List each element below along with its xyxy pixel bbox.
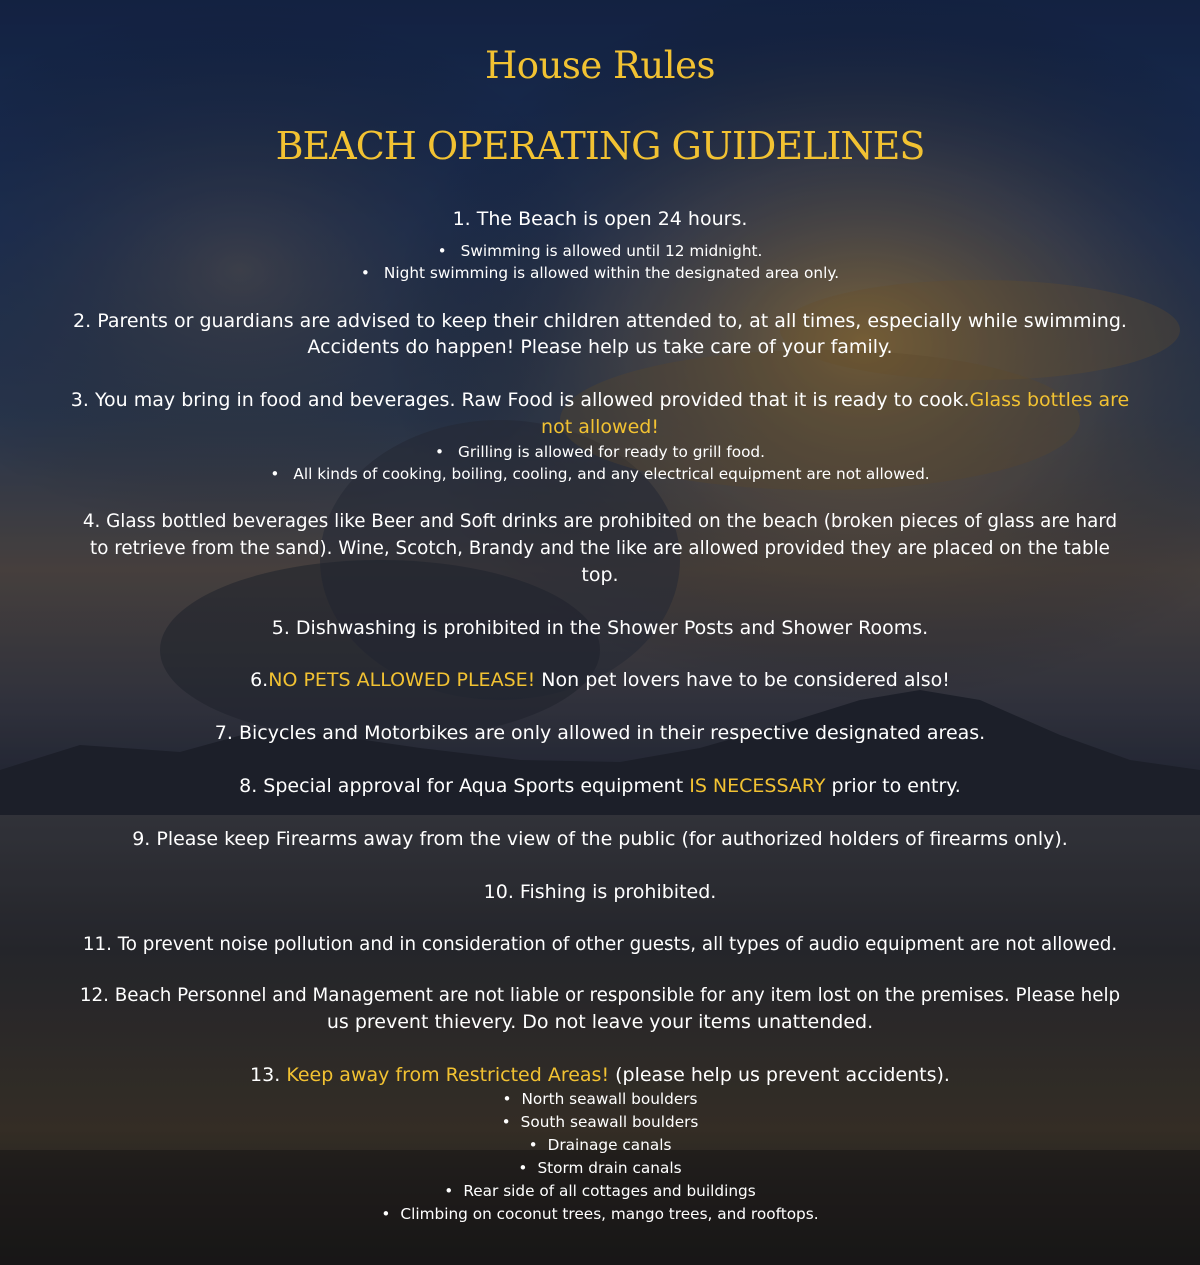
rule-2-line-2: Accidents do happen! Please help us take care of your family.	[307, 336, 893, 358]
rule-3-bullet-2: • All kinds of cooking, boiling, cooling, and any electrical equipment are not allowed.	[0, 465, 1200, 483]
rule-6	[0, 669, 1200, 691]
rule-12-line-2: us prevent thievery. Do not leave your items unattended.	[326, 1011, 874, 1033]
rule-8-prefix: 8. Special approval for Aqua Sports equipment	[239, 775, 690, 797]
rule-3-highlight-b: not allowed!	[541, 416, 659, 438]
rule-13-bullet-1: • North seawall boulders	[0, 1090, 1200, 1108]
rule-6-prefix: 6.	[250, 669, 269, 691]
rule-10: 10. Fishing is prohibited.	[483, 881, 717, 903]
rule-13-bullet-6: • Climbing on coconut trees, mango trees, and rooftops.	[0, 1205, 1200, 1223]
rule-13-bullet-3: • Drainage canals	[0, 1136, 1200, 1154]
rule-12-line-1: 12. Beach Personnel and Management are not liable or responsible for any item lost on the premises. Please help	[79, 985, 1121, 1006]
rule-13-bullet-4: • Storm drain canals	[0, 1159, 1200, 1177]
rule-1-bullet-2: • Night swimming is allowed within the designated area only.	[0, 264, 1200, 282]
rule-13-suffix: (please help us prevent accidents).	[609, 1064, 950, 1086]
rule-7: 7. Bicycles and Motorbikes are only allowed in their respective designated areas.	[214, 722, 986, 744]
rule-9: 9. Please keep Firearms away from the view of the public (for authorized holders of firearms only).	[132, 828, 1068, 850]
rule-8	[0, 775, 1200, 797]
rule-6-suffix: Non pet lovers have to be considered also!	[535, 669, 950, 691]
rule-1: 1. The Beach is open 24 hours.	[452, 208, 748, 230]
rule-3-line-1	[0, 389, 1200, 411]
rule-4-line-1: 4. Glass bottled beverages like Beer and Soft drinks are prohibited on the beach (broken pieces of glass are hard	[82, 511, 1118, 532]
rule-13-bullet-5: • Rear side of all cottages and buildings	[0, 1182, 1200, 1200]
rule-13	[0, 1064, 1200, 1086]
rule-5: 5. Dishwashing is prohibited in the Shower Posts and Shower Rooms.	[271, 617, 929, 639]
guidelines-heading: BEACH OPERATING GUIDELINES	[275, 124, 925, 168]
rule-11: 11. To prevent noise pollution and in consideration of other guests, all types of audio equipment are not allowed.	[82, 934, 1118, 955]
rule-3-highlight-a: Glass bottles are	[969, 389, 1130, 411]
rule-8-highlight: IS NECESSARY	[689, 775, 826, 797]
rule-8-suffix: prior to entry.	[825, 775, 961, 797]
rule-4-line-3: top.	[581, 564, 619, 586]
rule-13-prefix: 13.	[250, 1064, 287, 1086]
rule-4-line-2: to retrieve from the sand). Wine, Scotch, Brandy and the like are allowed provided they are placed on the table	[90, 538, 1110, 559]
rule-13-bullet-2: • South seawall boulders	[0, 1113, 1200, 1131]
rule-2-line-1: 2. Parents or guardians are advised to keep their children attended to, at all times, especially while swimming.	[73, 310, 1127, 332]
rule-13-highlight: Keep away from Restricted Areas!	[286, 1064, 610, 1086]
rule-3-bullet-1: • Grilling is allowed for ready to grill food.	[0, 443, 1200, 461]
rule-3-text: 3. You may bring in food and beverages. Raw Food is allowed provided that it is ready to cook.	[70, 389, 970, 411]
page-title: House Rules	[485, 44, 715, 87]
rule-6-highlight: NO PETS ALLOWED PLEASE!	[268, 669, 536, 691]
rule-1-bullet-1: • Swimming is allowed until 12 midnight.	[0, 242, 1200, 260]
